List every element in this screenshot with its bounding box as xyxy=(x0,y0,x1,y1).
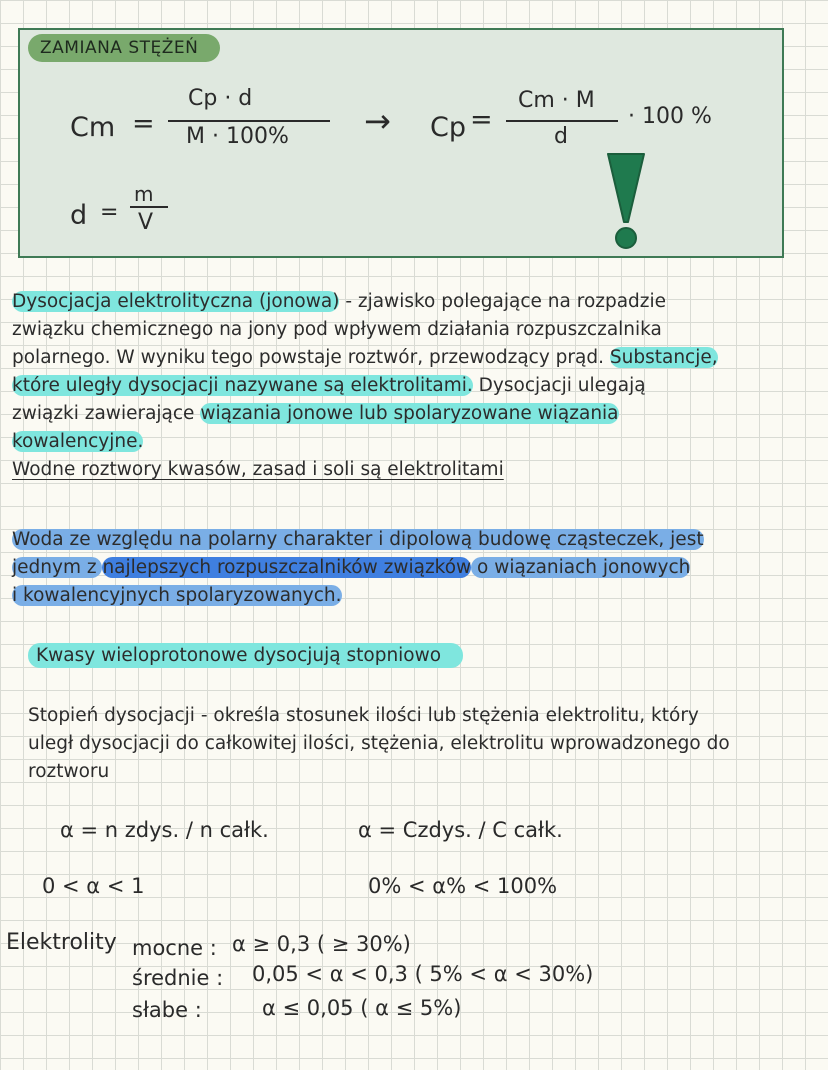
dissociation-line-5 xyxy=(12,400,619,428)
cp-fraction-bar xyxy=(506,120,618,122)
covalent-highlight: kowalencyjne. xyxy=(12,431,144,452)
alpha-range-percent: 0% < α% < 100% xyxy=(368,874,558,898)
dissociation-line-1-text: - zjawisko polegające na rozpadzie xyxy=(339,291,667,312)
alpha-range-fraction: 0 < α < 1 xyxy=(42,874,145,898)
dissociation-line-4 xyxy=(12,372,646,400)
degree-line-1: Stopień dysocjacji - określa stosunek ilości lub stężenia elektrolitu, który xyxy=(28,705,699,726)
strong-label: mocne : xyxy=(132,936,217,960)
degree-line-3: roztworu xyxy=(28,761,110,782)
d-fraction-bar xyxy=(130,206,168,208)
cm-equals: = xyxy=(132,108,155,139)
water-line-1-highlight: Woda ze względu na polarny charakter i dipolową budowę cząsteczek, jest xyxy=(12,529,704,550)
definition-term-highlight: Dysocjacja elektrolityczna (jonowa) xyxy=(12,291,340,312)
alpha-formula-concentration: α = Czdys. / C całk. xyxy=(358,818,563,842)
cp-suffix: · 100 % xyxy=(628,104,712,129)
bonds-highlight: wiązania jonowe lub spolaryzowane wiązania xyxy=(200,403,619,424)
cp-symbol: Cp xyxy=(430,112,466,143)
polyprotic-highlight: Kwasy wieloprotonowe dysocjują stopniowo xyxy=(28,643,463,668)
medium-value: 0,05 < α < 0,3 ( 5% < α < 30%) xyxy=(252,962,594,986)
exclamation-icon xyxy=(604,150,648,252)
water-line-1 xyxy=(12,526,704,554)
cm-numerator: Cp · d xyxy=(188,86,253,111)
cm-fraction-bar xyxy=(168,120,330,122)
d-symbol: d xyxy=(70,200,88,231)
d-numerator: m xyxy=(134,182,154,206)
best-solvents-highlight: najlepszych rozpuszczalników związków xyxy=(102,557,472,578)
d-denominator: V xyxy=(138,210,154,235)
formula-box xyxy=(18,28,784,258)
water-line-3 xyxy=(12,582,342,610)
dissociation-line-6 xyxy=(12,428,143,456)
cm-symbol: Cm xyxy=(70,112,116,143)
d-equals: = xyxy=(100,200,119,225)
degree-line-2: uległ dysocjacji do całkowitej ilości, stężenia, elektrolitu wprowadzonego do xyxy=(28,733,730,754)
alpha-formula-moles: α = n zdys. / n całk. xyxy=(60,818,269,842)
weak-label: słabe : xyxy=(132,998,202,1022)
arrow-icon: → xyxy=(364,102,391,140)
dissociation-line-3-text: polarnego. W wyniku tego powstaje roztwór, przewodzący prąd. xyxy=(12,347,610,368)
cp-denominator: d xyxy=(554,124,568,149)
aqueous-solutions-line: Wodne roztwory kwasów, zasad i soli są elektrolitami xyxy=(12,459,504,480)
electrolytes-label: Elektrolity xyxy=(6,930,117,955)
water-line-2 xyxy=(12,554,690,582)
dissociation-line-3 xyxy=(12,344,718,372)
medium-label: średnie : xyxy=(132,966,224,990)
polyprotic-line xyxy=(28,642,463,670)
weak-value: α ≤ 0,05 ( α ≤ 5%) xyxy=(262,996,462,1020)
dissociation-line-5-text: związki zawierające xyxy=(12,403,201,424)
cp-equals: = xyxy=(470,104,493,135)
dissociation-line-4-text: Dysocjacji ulegają xyxy=(472,375,646,396)
water-line-2-part-c: o wiązaniach jonowych xyxy=(471,557,691,578)
substances-highlight: Substancje, xyxy=(609,347,718,368)
box-title: ZAMIANA STĘŻEŃ xyxy=(28,34,220,62)
dissociation-line-2: związku chemicznego na jony pod wpływem działania rozpuszczalnika xyxy=(12,319,662,340)
water-line-2-part-a: jednym z xyxy=(12,557,103,578)
strong-value: α ≥ 0,3 ( ≥ 30%) xyxy=(232,932,411,956)
cp-numerator: Cm · M xyxy=(518,88,595,113)
electrolytes-definition-highlight: które uległy dysocjacji nazywane są elektrolitami. xyxy=(12,375,473,396)
dissociation-line-1 xyxy=(12,288,666,316)
water-line-3-highlight: i kowalencyjnych spolaryzowanych. xyxy=(12,585,342,606)
cm-denominator: M · 100% xyxy=(186,124,289,149)
